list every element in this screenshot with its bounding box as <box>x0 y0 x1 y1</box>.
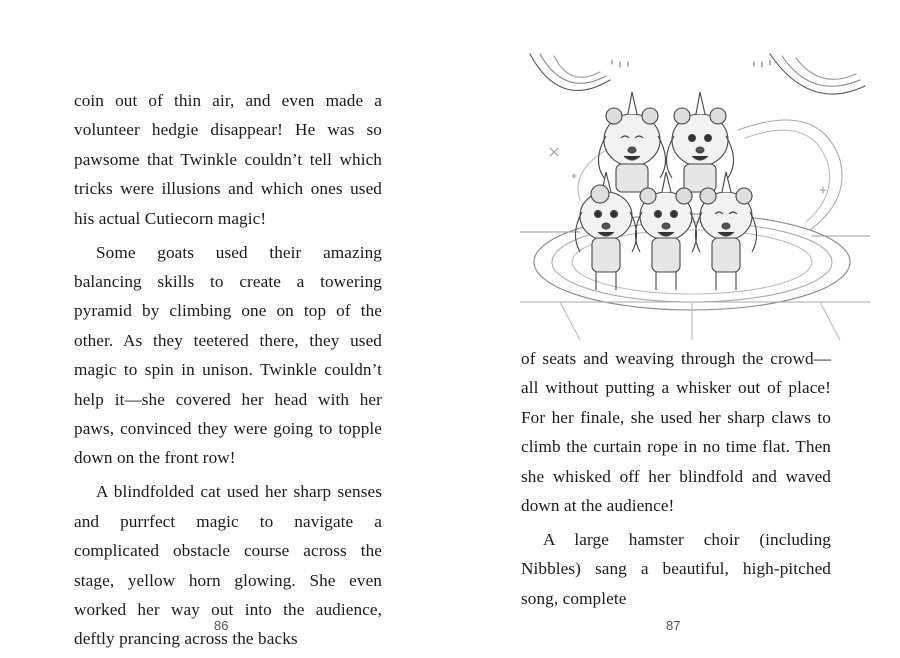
goat-icon <box>666 92 733 192</box>
page-number: 86 <box>214 618 229 633</box>
paragraph: A blindfolded cat used her sharp senses and purrfect magic to navigate a complicated obstacle course across the stage, yellow horn glowing. She even worked her way out into the audience, deftly prancing across the backs <box>74 482 382 649</box>
paragraph: coin out of thin air, and even made a volunteer hedgie disappear! He was so pawsome that Twinkle couldn’t tell which tricks were illusions and which ones used his actual Cutiecorn magic! <box>74 91 382 228</box>
paragraph: Some goats used their amazing balancing skills to create a towering pyramid by climbing one on top of the other. As they teetered there, they used magic to spin in unison. Twinkle couldn’t help it—she covered her head with her paws, convinced they were going to topple down on the front row! <box>74 242 382 468</box>
goat-icon <box>695 172 756 290</box>
left-page <box>0 0 450 652</box>
paragraph: of seats and weaving through the crowd—all without putting a whisker out of place! For her finale, she used her sharp claws to climb the curtain rope in no time flat. Then she whisked off her blindfold and waved down at the audience! <box>521 349 831 516</box>
goat-icon <box>635 172 696 290</box>
goat-icon <box>598 92 665 192</box>
goat-pyramid-illustration <box>520 40 870 340</box>
right-page <box>450 0 900 652</box>
left-page-text <box>74 86 382 658</box>
right-page-text <box>521 344 831 618</box>
page-number: 87 <box>666 618 681 633</box>
paragraph: A large hamster choir (including Nibbles) sang a beautiful, high-pitched song, complete <box>521 529 831 608</box>
